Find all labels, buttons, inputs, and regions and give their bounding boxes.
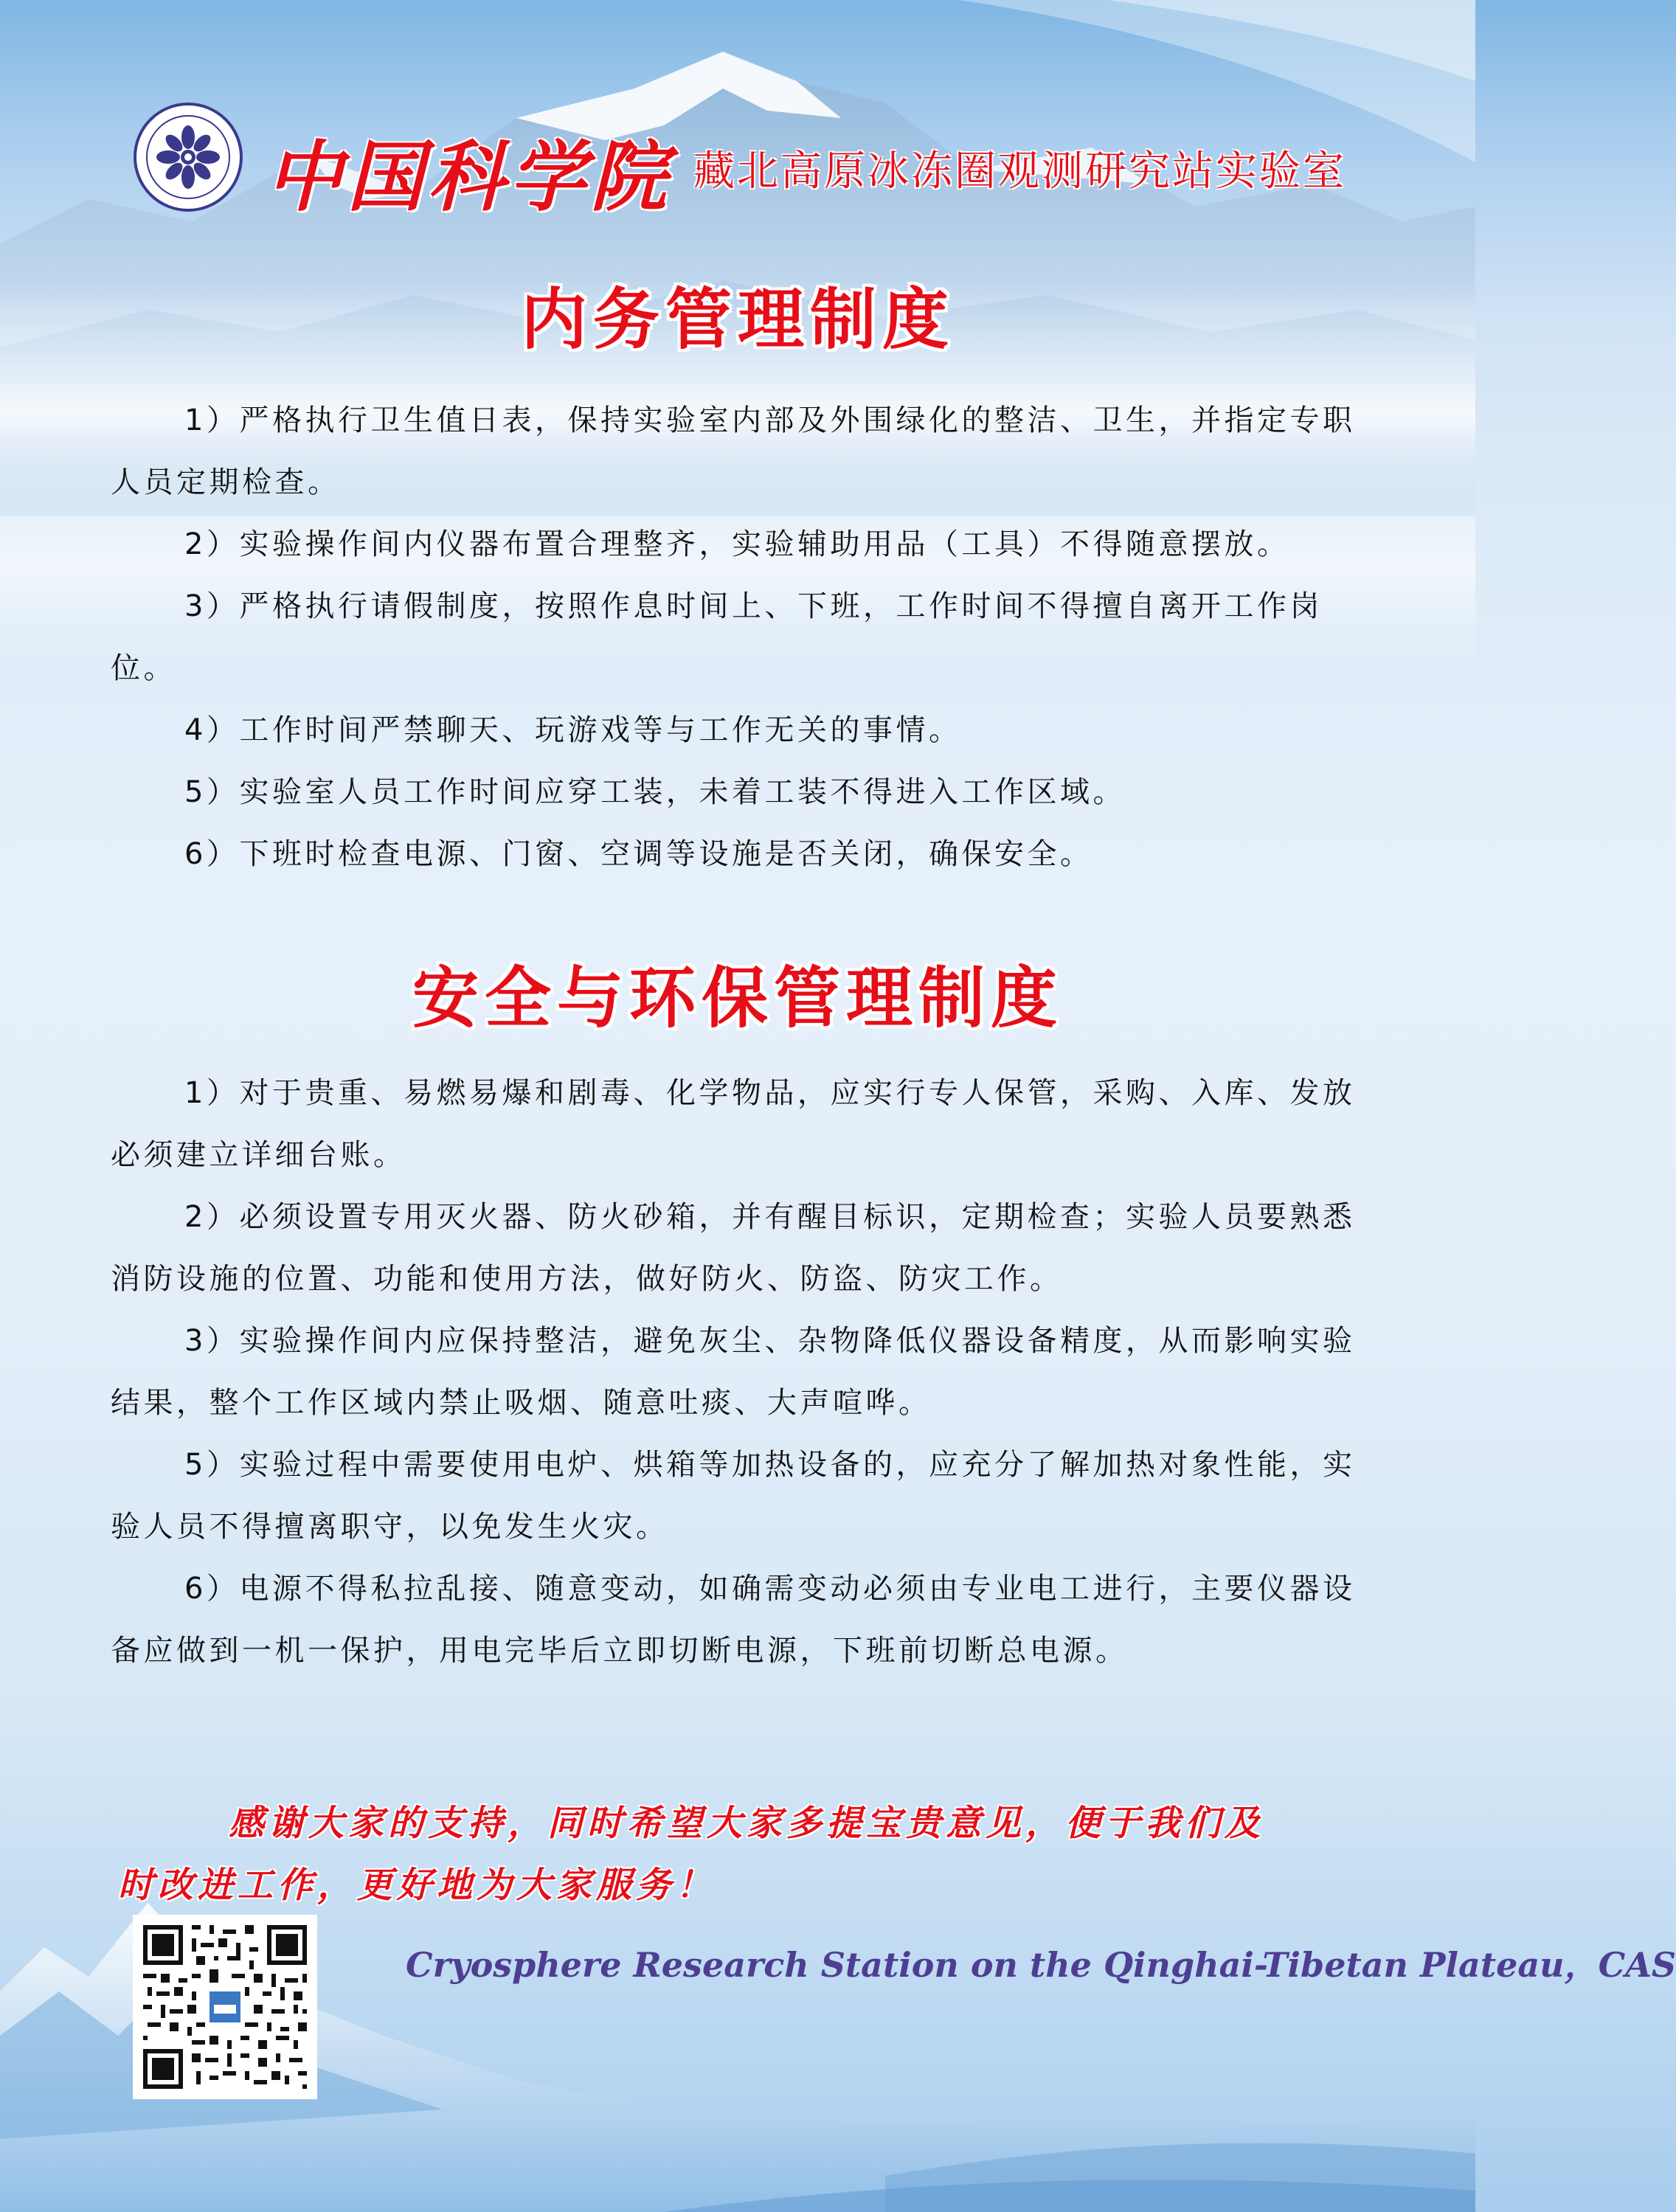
english-station-name: Cryosphere Research Station on the Qinghai-Tibetan Plateau，CAS [406,1945,1676,1985]
closing-line-1: 感谢大家的支持，同时希望大家多提宝贵意见，便于我们及 [229,1803,1265,1844]
rule-item: 1）严格执行卫生值日表，保持实验室内部及外围绿化的整洁、卫生，并指定专职人员定期检查。 [111,403,1356,499]
rule-item: 6）下班时检查电源、门窗、空调等设施是否关闭，确保安全。 [184,837,1093,871]
rule-item: 3）严格执行请假制度，按照作息时间上、下班，工作时间不得擅自离开工作岗位。 [111,589,1323,685]
rule-item: 1）对于贵重、易燃易爆和剧毒、化学物品，应实行专人保管，采购、入库、发放必须建立详细台账。 [111,1076,1356,1172]
rule-item: 3）实验操作间内应保持整洁，避免灰尘、杂物降低仪器设备精度，从而影响实验结果，整个工作区域内禁止吸烟、随意吐痰、大声喧哗。 [111,1324,1356,1420]
rule-item: 6）电源不得私拉乱接、随意变动，如确需变动必须由专业电工进行，主要仪器设备应做到一机一保护，用电完毕后立即切断电源，下班前切断总电源。 [111,1572,1356,1668]
rule-item: 2）实验操作间内仪器布置合理整齐，实验辅助用品（工具）不得随意摆放。 [184,527,1290,561]
qr-code-icon [134,1916,316,2098]
rule-item: 2）必须设置专用灭火器、防火砂箱，并有醒目标识，定期检查；实验人员要熟悉消防设施的位置、功能和使用方法，做好防火、防盗、防灾工作。 [111,1200,1356,1296]
section-title-housekeeping: 内务管理制度 [521,281,955,358]
rule-item: 5）实验过程中需要使用电炉、烘箱等加热设备的，应充分了解加热对象性能，实验人员不得擅离职守，以免发生火灾。 [111,1448,1356,1544]
closing-message [118,1792,1402,1916]
rule-item: 5）实验室人员工作时间应穿工装，未着工装不得进入工作区域。 [184,775,1126,809]
closing-line-2: 时改进工作，更好地为大家服务！ [118,1865,716,1906]
section-title-safety: 安全与环保管理制度 [412,960,1063,1037]
safety-rules-list [111,1062,1387,1682]
housekeeping-rules-list [111,389,1387,885]
header [133,102,1402,222]
cas-emblem-icon [133,102,243,212]
rule-item: 4）工作时间严禁聊天、玩游戏等与工作无关的事情。 [184,713,962,747]
station-name: 藏北高原冰冻圈观测研究站实验室 [693,148,1346,195]
organization-name: 中国科学院 [266,131,672,222]
